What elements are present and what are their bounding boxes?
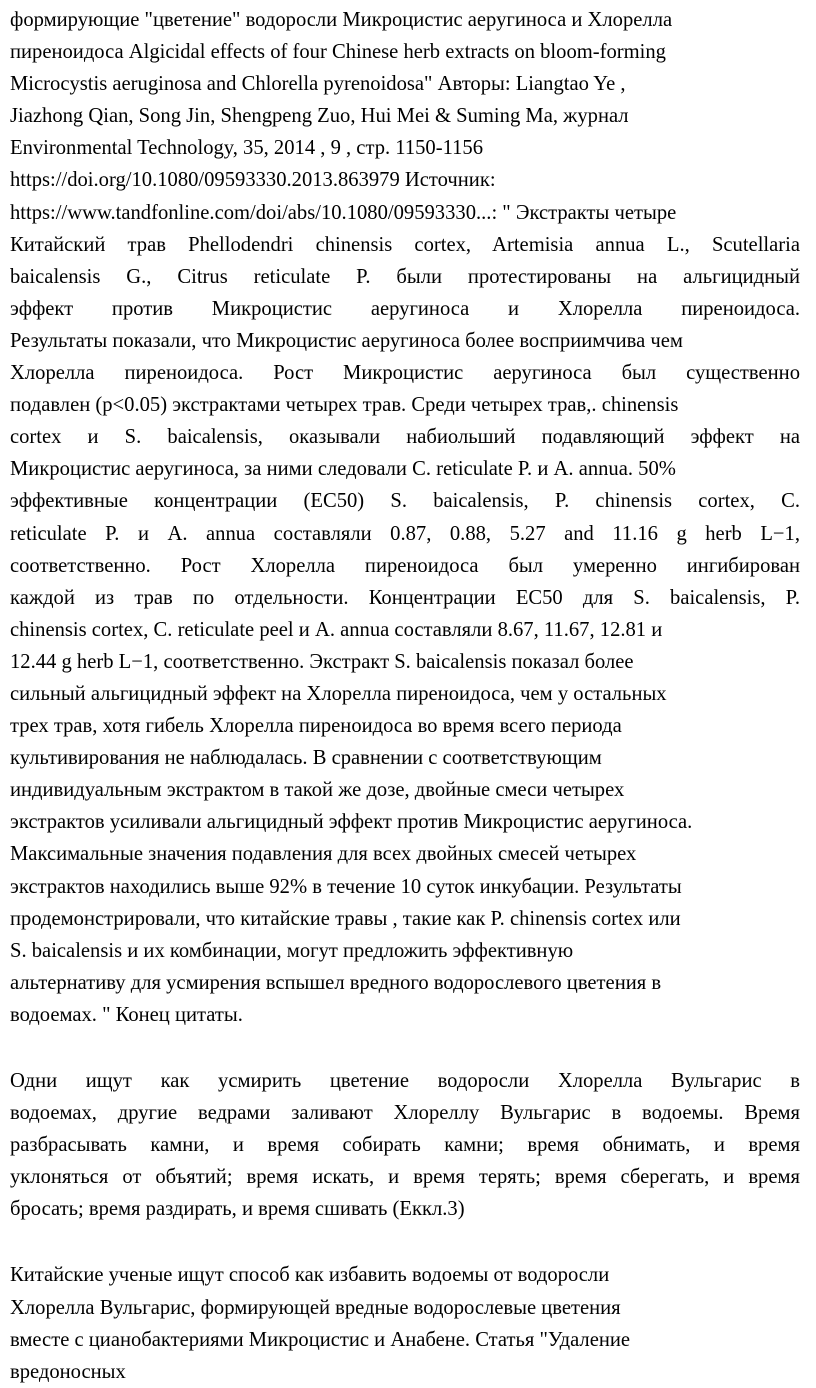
text-line: экстрактов находились выше 92% в течение 10 суток инкубации. Результаты — [10, 875, 682, 898]
text-line: reticulate P. и A. annua составляли 0.87, 0.88, 5.27 and 11.16 g herb L−1, — [10, 522, 800, 545]
text-line: каждой из трав по отдельности. Концентрации EC50 для S. baicalensis, P. — [10, 586, 800, 609]
text-line: подавлен (p<0.05) экстрактами четырех трав. Среди четырех трав,. chinensis — [10, 394, 679, 417]
text-line: Китайский трав Phellodendri chinensis cortex, Artemisia annua L., Scutellaria — [10, 233, 800, 256]
text-line: cortex и S. baicalensis, оказывали набиольший подавляющий эффект на — [10, 426, 800, 449]
text-line: Микроцистис аеругиноса, за ними следовали C. reticulate P. и A. annua. 50% — [10, 458, 676, 481]
text-line: Environmental Technology, 35, 2014 , 9 , стр. 1150-1156 — [10, 137, 484, 160]
text-line: разбрасывать камни, и время собирать камни; время обнимать, и время — [10, 1134, 800, 1157]
text-line: https://www.tandfonline.com/doi/abs/10.1080/09593330...: " Экстракты четыре — [10, 201, 677, 224]
text-line: бросать; время раздирать, и время сшивать (Еккл.3) — [10, 1198, 465, 1221]
text-line: Китайские ученые ищут способ как избавить водоемы от водоросли — [10, 1264, 610, 1287]
text-line: baicalensis G., Citrus reticulate P. были протестированы на альгицидный — [10, 265, 800, 288]
text-line: водоемах, другие ведрами заливают Хлореллу Вульгарис в водоемы. Время — [10, 1102, 800, 1125]
text-line: S. baicalensis и их комбинации, могут предложить эффективную — [10, 939, 574, 962]
text-line: Максимальные значения подавления для всех двойных смесей четырех — [10, 843, 637, 866]
text-line: уклоняться от объятий; время искать, и время терять; время сберегать, и время — [10, 1166, 800, 1189]
text-line: Одни ищут как усмирить цветение водоросли Хлорелла Вульгарис в — [10, 1070, 800, 1092]
paragraph-gap — [10, 1031, 800, 1065]
document-page — [10, 4, 800, 1388]
text-line: культивирования не наблюдалась. В сравнении с соответствующим — [10, 747, 602, 770]
text-line: формирующие "цветение" водоросли Микроцистис аеругиноса и Хлорелла — [10, 9, 673, 31]
text-line: пиреноидоса Algicidal effects of four Chinese herb extracts on bloom-forming — [10, 41, 666, 64]
text-line: продемонстрировали, что китайские травы , такие как P. chinensis cortex или — [10, 907, 681, 930]
text-line: https://doi.org/10.1080/09593330.2013.863979 Источник: — [10, 169, 496, 192]
text-line: Хлорелла Вульгарис, формирующей вредные водорослевые цветения — [10, 1296, 621, 1319]
text-line: Результаты показали, что Микроцистис аеругиноса более восприимчива чем — [10, 329, 683, 352]
text-line: экстрактов усиливали альгицидный эффект против Микроцистис аеругиноса. — [10, 811, 693, 834]
text-line: Хлорелла пиреноидоса. Рост Микроцистис аеругиноса был существенно — [10, 362, 800, 385]
text-line: альтернативу для усмирения вспышел вредного водорослевого цветения в — [10, 971, 662, 994]
text-line: водоемах. " Конец цитаты. — [10, 1003, 243, 1026]
paragraph-ecclesiastes — [10, 1065, 800, 1225]
text-line: Jiazhong Qian, Song Jin, Shengpeng Zuo, Hui Mei & Suming Ma, журнал — [10, 105, 629, 128]
paragraph-gap — [10, 1225, 800, 1259]
text-line: chinensis cortex, C. reticulate peel и A. annua составляли 8.67, 11.67, 12.81 и — [10, 618, 663, 641]
text-line: эффективные концентрации (EC50) S. baicalensis, P. chinensis cortex, C. — [10, 490, 800, 513]
text-line: трех трав, хотя гибель Хлорелла пиреноидоса во время всего периода — [10, 715, 622, 738]
text-line: вместе с цианобактериями Микроцистис и Анабене. Статья "Удаление — [10, 1328, 631, 1351]
text-line: Microcystis aeruginosa and Chlorella pyrenoidosa" Авторы: Liangtao Ye , — [10, 73, 626, 96]
paragraph-chinese-scientists — [10, 1259, 800, 1387]
paragraph-citation-abstract — [10, 4, 800, 1031]
text-line: 12.44 g herb L−1, соответственно. Экстракт S. baicalensis показал более — [10, 650, 634, 673]
text-line: вредоносных — [10, 1360, 126, 1383]
text-line: индивидуальным экстрактом в такой же дозе, двойные смеси четырех — [10, 779, 625, 802]
text-line: сильный альгицидный эффект на Хлорелла пиреноидоса, чем у остальных — [10, 682, 667, 705]
text-line: эффект против Микроцистис аеругиноса и Хлорелла пиреноидоса. — [10, 297, 800, 320]
text-line: соответственно. Рост Хлорелла пиреноидоса был умеренно ингибирован — [10, 554, 800, 577]
